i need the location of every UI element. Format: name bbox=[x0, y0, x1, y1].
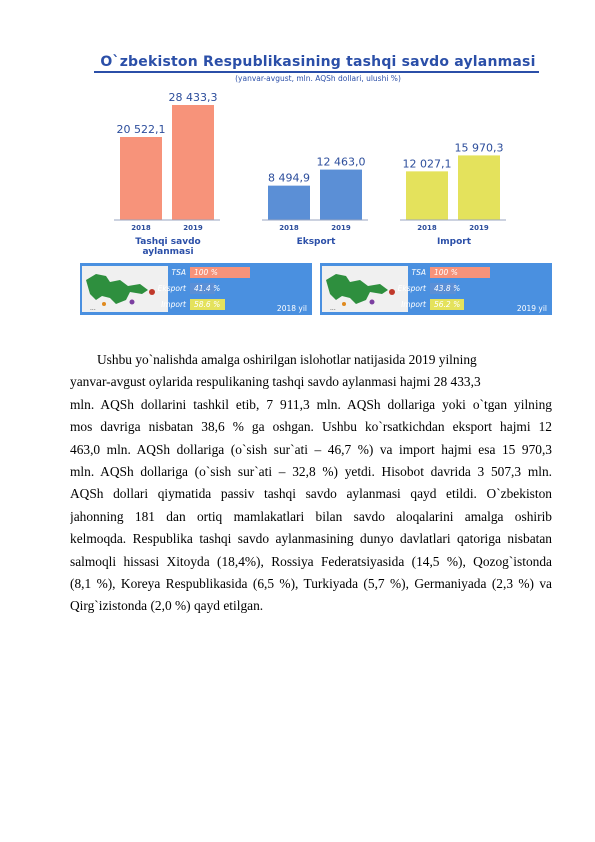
share-row-import bbox=[128, 298, 238, 311]
svg-text:...: ... bbox=[90, 305, 96, 312]
share-percent: 100 % bbox=[194, 268, 218, 277]
bar-value-label: 15 970,3 bbox=[454, 141, 504, 155]
panel-year-label: 2019 yil bbox=[516, 304, 547, 313]
share-row-tsa bbox=[128, 266, 238, 279]
body-text bbox=[70, 349, 552, 618]
share-label: TSA bbox=[171, 268, 186, 277]
bar-import-2018 bbox=[406, 171, 448, 220]
paragraph-line: mln. AQSh dollariga (o`sish sur`ati – 32,8 %) yetdi. Hisobot davrida 3 507,3 mln. bbox=[70, 463, 552, 479]
group-label-export: Eksport bbox=[296, 237, 336, 247]
share-panel-2018 bbox=[80, 263, 312, 315]
share-panel-2019 bbox=[320, 263, 552, 315]
trade-turnover-figure bbox=[80, 50, 552, 318]
share-percent: 43.8 % bbox=[434, 284, 461, 293]
bar-eksport-2018 bbox=[268, 186, 310, 220]
paragraph-line: kelmoqda. Respublika tashqi savdo aylanmasining dunyo davlatlari qatoriga nisbatan bbox=[70, 531, 552, 547]
bar-tashqi-2019 bbox=[172, 105, 214, 220]
paragraph-line: (8,1 %), Koreya Respublikasida (6,5 %), Turkiyada (5,7 %), Germaniyada (2,3 %) va bbox=[70, 575, 552, 591]
bar-tashqi-2018 bbox=[120, 137, 162, 220]
share-percent: 41.4 % bbox=[194, 284, 221, 293]
share-row-tsa bbox=[368, 266, 478, 279]
bar-value-label: 12 027,1 bbox=[402, 157, 452, 171]
group-label-import: Import bbox=[436, 237, 472, 247]
paragraph-line: mos davriga nisbatan 38,6 % ga oshgan. Ushbu ko`rsatkichdan eksport hajmi 12 bbox=[70, 419, 552, 435]
share-percent: 56.2 % bbox=[434, 300, 461, 309]
figure-subtitle: (yanvar-avgust, mln. AQSh dollari, ulushi %) bbox=[235, 74, 401, 83]
share-percent: 58.6 % bbox=[194, 300, 221, 309]
paragraph-line: AQSh dollari qiymatida passiv tashqi savdo aylanmasi qayd etildi. O`zbekiston bbox=[70, 486, 552, 502]
year-tick-label: 2019 bbox=[183, 224, 203, 232]
paragraph-line: 463,0 mln. AQSh dollariga (o`sish sur`ati – 46,7 %) va import hajmi esa 15 970,3 bbox=[70, 441, 552, 457]
svg-text:...: ... bbox=[330, 305, 336, 312]
year-tick-label: 2019 bbox=[331, 224, 351, 232]
share-row-import bbox=[368, 298, 478, 311]
bar-value-label: 28 433,3 bbox=[168, 91, 218, 104]
year-tick-label: 2018 bbox=[417, 224, 437, 232]
panel-year-label: 2018 yil bbox=[276, 304, 307, 313]
year-tick-label: 2018 bbox=[131, 224, 151, 232]
paragraph-line: salmoqli hissasi Xitoyda (18,4%), Rossiya Federatsiyasida (14,5 %), Qozog`istonda bbox=[70, 553, 552, 569]
share-label: Eksport bbox=[157, 284, 186, 293]
year-tick-label: 2019 bbox=[469, 224, 489, 232]
share-row-eksport bbox=[128, 282, 238, 295]
share-label: TSA bbox=[411, 268, 426, 277]
bar-value-label: 20 522,1 bbox=[116, 122, 166, 136]
bar-value-label: 12 463,0 bbox=[316, 155, 366, 169]
paragraph-line: jahonning 181 dan ortiq mamlakatlari bilan savdo aloqalarini amalga oshirib bbox=[70, 508, 552, 524]
bar-import-2019 bbox=[458, 155, 500, 220]
bar-eksport-2019 bbox=[320, 170, 362, 220]
figure-title: O`zbekiston Respublikasining tashqi savdo aylanmasi bbox=[100, 54, 536, 70]
share-percent: 100 % bbox=[434, 268, 458, 277]
paragraph-line: yanvar-avgust oylarida respulikaning tashqi savdo aylanmasi hajmi 28 433,3 bbox=[70, 374, 481, 390]
share-label: Eksport bbox=[397, 284, 426, 293]
year-tick-label: 2018 bbox=[279, 224, 299, 232]
paragraph-line: Ushbu yo`nalishda amalga oshirilgan islohotlar natijasida 2019 yilning bbox=[97, 352, 477, 367]
share-label: Import bbox=[161, 300, 186, 309]
bar-value-label: 8 494,9 bbox=[268, 171, 310, 185]
paragraph-line: Qirg`izistonda (2,0 %) qayd etilgan. bbox=[70, 598, 264, 614]
group-label-trade: Tashqi savdo aylanmasi bbox=[135, 237, 201, 257]
share-row-eksport bbox=[368, 282, 478, 295]
paragraph-line: mln. AQSh dollarini tashkil etib, 7 911,3 mln. AQSh dollariga yoki o`tgan yilning bbox=[70, 396, 552, 412]
share-label: Import bbox=[401, 300, 426, 309]
